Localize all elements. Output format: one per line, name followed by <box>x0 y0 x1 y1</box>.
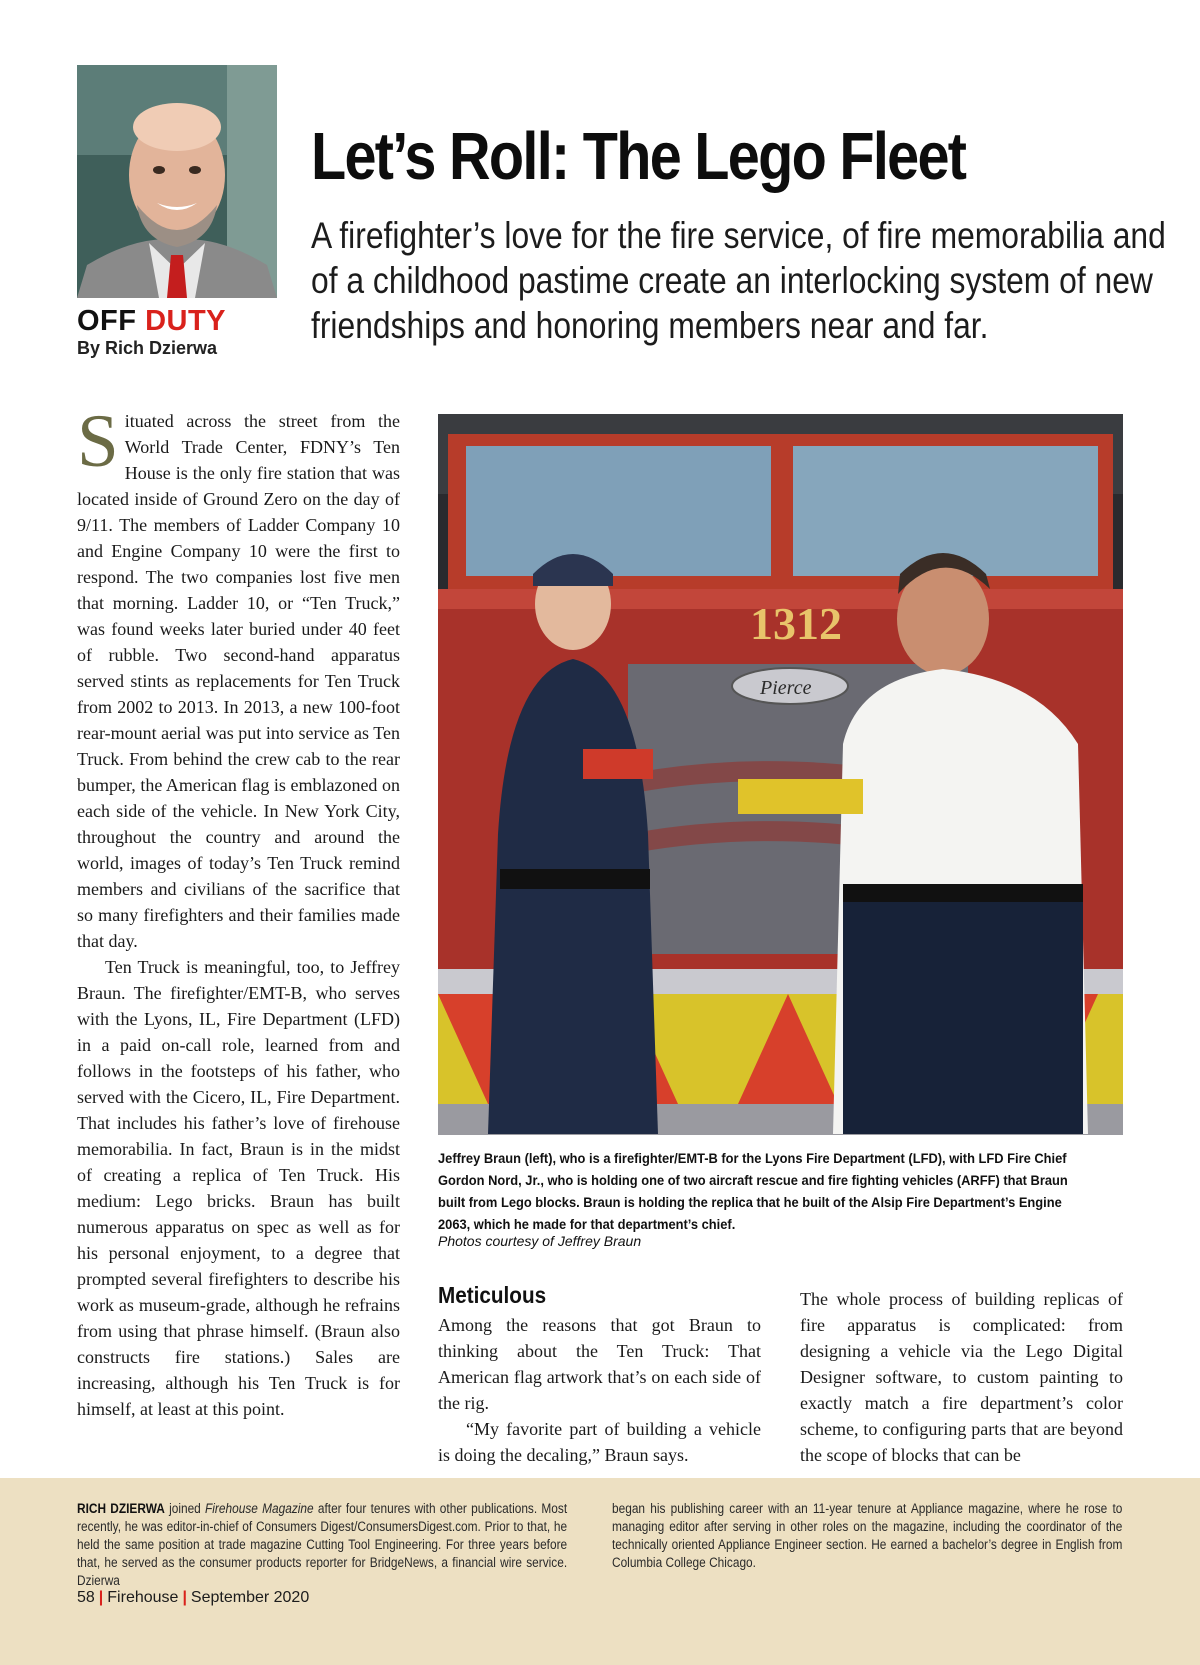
truck-badge: Pierce <box>760 677 812 699</box>
author-bio-left <box>77 1500 567 1590</box>
author-bio-right: began his publishing career with an 11-year tenure at Appliance magazine, where he rose to managing editor after serving in other roles on the magazine, including the coordinator of the technically oriented Appliance Engineer section. He earned a bachelor’s degree in English from Columbia College Chicago. <box>612 1501 1123 1570</box>
paragraph-4: “My favorite part of building a vehicle is doing the decaling,” Braun says. <box>438 1419 761 1465</box>
main-photo <box>438 414 1123 1135</box>
bio-magazine: Firehouse Magazine <box>205 1501 314 1516</box>
folio-separator: | <box>98 1589 104 1606</box>
byline: By Rich Dzierwa <box>77 338 218 358</box>
department-label <box>77 306 226 336</box>
page-folio <box>77 1589 309 1607</box>
photo-credit: Photos courtesy of Jeffrey Braun <box>438 1233 642 1249</box>
bio-text-2: after four tenures with other publications. Most recently, he was editor-in-chief of Consumers Digest/ConsumersDigest.com. Prior to that, he held the same position at trade magazine Cutting Tool Engineering. For three years before that, he served as the consumer products reporter for BridgeNews, a financial wire service. Dzierwa <box>77 1501 568 1588</box>
body-column-right <box>800 1286 1123 1468</box>
paragraph-5: The whole process of building replicas of fire apparatus is complicated: from designing a vehicle via the Lego Digital Designer software, to custom painting to exactly match a fire department’s color scheme, to configuring parts that are beyond the scope of blocks that can be <box>800 1289 1123 1465</box>
paragraph-1 <box>77 400 400 954</box>
folio-issue: September 2020 <box>190 1589 310 1606</box>
author-photo <box>77 65 277 298</box>
paragraph-3: Among the reasons that got Braun to thinking about the Ten Truck: That American flag artwork that’s on each side of the rig. <box>438 1315 761 1413</box>
paragraph-2: Ten Truck is meaningful, too, to Jeffrey Braun. The firefighter/EMT-B, who serves with the Lyons, IL, Fire Department (LFD) in a paid on-call role, learned from and follows in the footsteps of his father, who served with the Cicero, IL, Fire Department. That includes his father’s love of firehouse memorabilia. In fact, Braun is in the midst of creating a replica of Ten Truck. His medium: Lego bricks. Braun has built numerous apparatus on spec as well as for his personal enjoyment, to a degree that prompted several firefighters to describe his work as museum-grade, although he refrains from using that phrase himself. (Braun also constructs fire stations.) Sales are increasing, although his Ten Truck is for himself, at least at this point. <box>77 957 400 1419</box>
bio-text-1: joined <box>164 1501 206 1516</box>
body-column-middle <box>438 1312 761 1468</box>
paragraph-1-text: ituated across the street from the World Trade Center, FDNY’s Ten House is the only fire station that was located inside of Ground Zero on the day of 9/11. The members of Ladder Company 10 and Engine Company 10 were the first to respond. The two companies lost five men that morning. Ladder 10, or “Ten Truck,” was found weeks later buried under 40 feet of rubble. Two second-hand apparatus served stints as replacements for Ten Truck from 2002 to 2013. In 2013, a new 100-foot rear-mount aerial was put into service as Ten Truck. From behind the crew cab to the rear bumper, the American flag is emblazoned on each side of the vehicle. In New York City, throughout the country and around the world, images of today’s Ten Truck remind members and civilians of the sacrifice that so many firefighters and their families made that day. <box>77 411 400 951</box>
department-duty: DUTY <box>145 305 227 337</box>
bio-name: RICH DZIERWA <box>77 1501 165 1516</box>
page-number: 58 <box>77 1589 95 1606</box>
folio-magazine: Firehouse <box>107 1589 179 1606</box>
folio-separator: | <box>182 1589 187 1606</box>
section-subhead: Meticulous <box>438 1282 547 1308</box>
body-column-left <box>77 400 400 1422</box>
article-deck: A firefighter’s love for the fire service, of fire memorabilia and of a childhood pastime create an interlocking system of new friendships and honoring members near and far. <box>311 215 1166 346</box>
article-title: Let’s Roll: The Lego Fleet <box>311 119 966 194</box>
department-off: OFF <box>77 305 137 337</box>
drop-cap: S <box>77 400 119 483</box>
photo-caption: Jeffrey Braun (left), who is a firefighter/EMT-B for the Lyons Fire Department (LFD), with LFD Fire Chief Gordon Nord, Jr., who is holding one of two aircraft rescue and fire fighting vehicles (ARFF) that Braun built from Lego blocks. Braun is holding the replica that he built of the Alsip Fire Department’s Engine 2063, which he made for that department’s chief. <box>438 1150 1068 1232</box>
truck-number: 1312 <box>750 598 842 649</box>
